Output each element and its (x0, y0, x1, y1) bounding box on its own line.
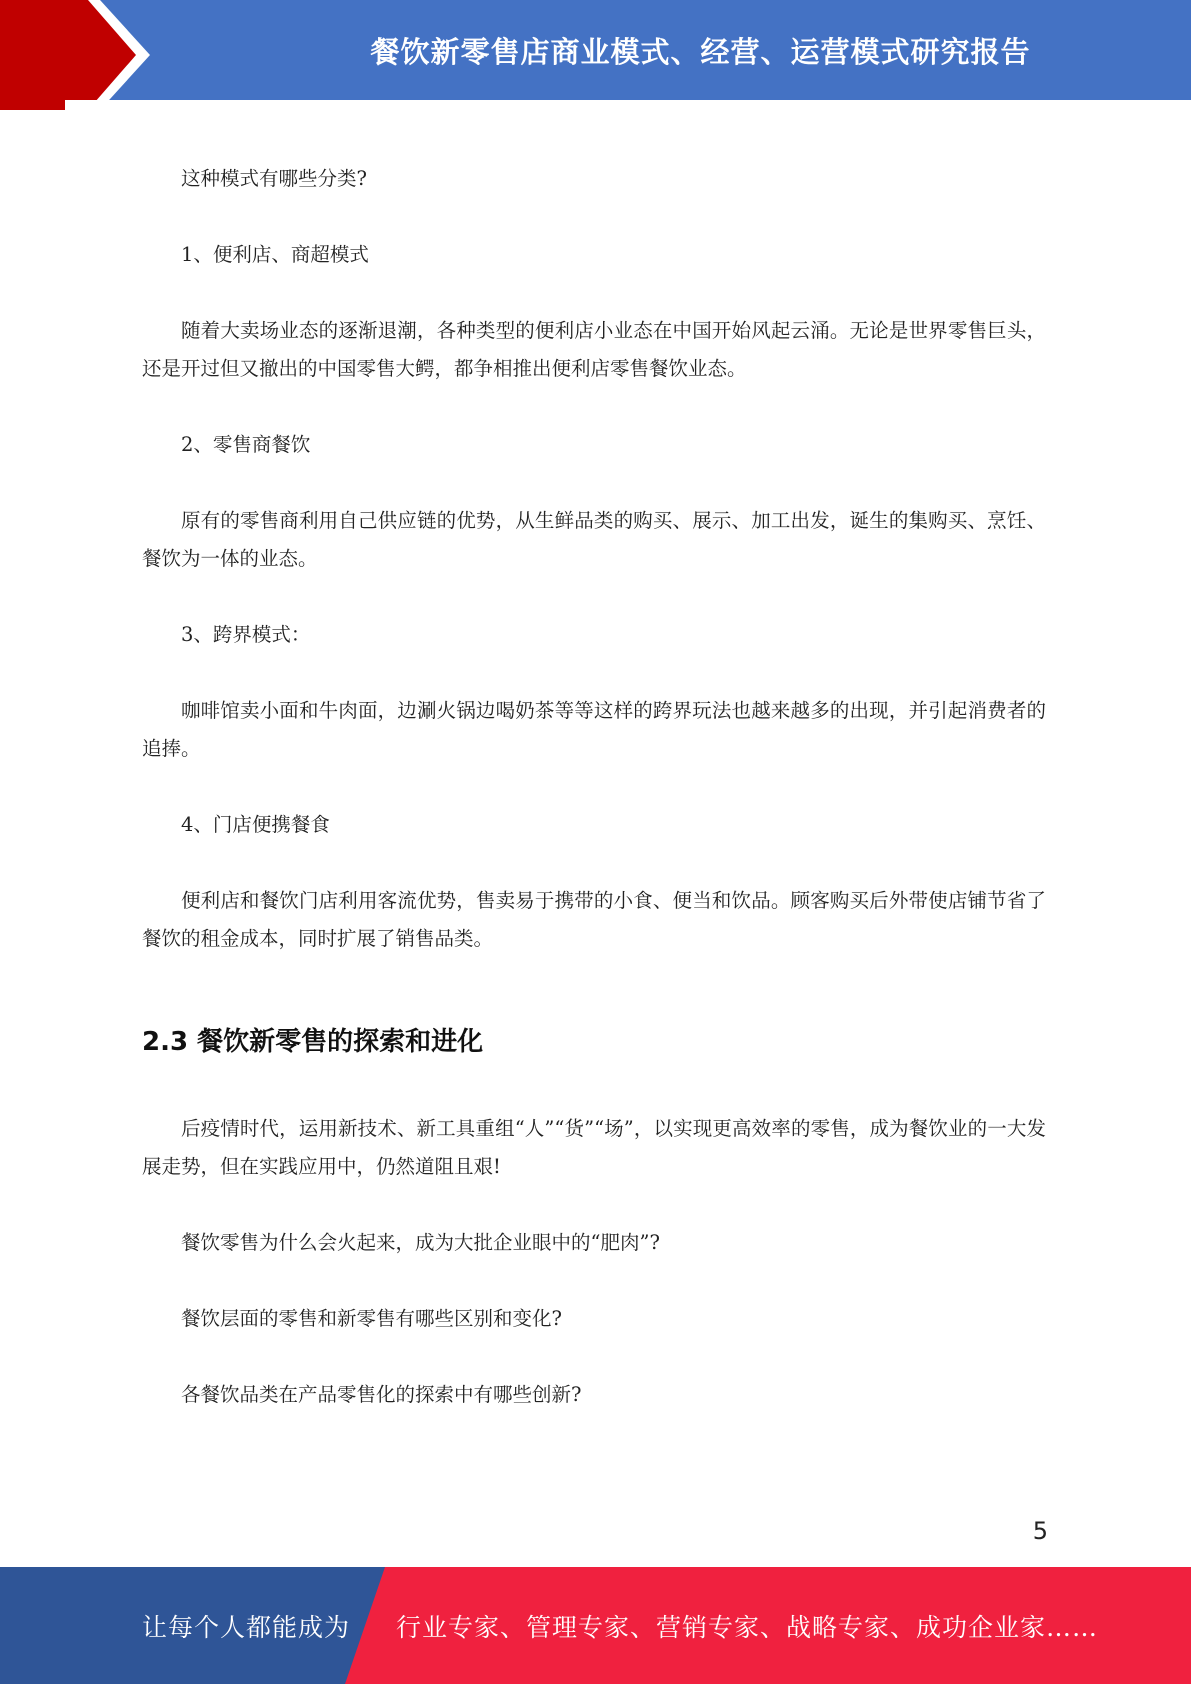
list-item-heading: 1、便利店、商超模式 (181, 243, 369, 266)
document-body (142, 160, 1046, 1452)
body-paragraph: 便利店和餐饮门店利用客流优势，售卖易于携带的小食、便当和饮品。顾客购买后外带使店铺节省了餐饮的租金成本，同时扩展了销售品类。 (142, 889, 1046, 950)
header-bottom-gap (0, 100, 1191, 110)
question-paragraph: 各餐饮品类在产品零售化的探索中有哪些创新? (181, 1383, 582, 1406)
body-paragraph: 原有的零售商利用自己供应链的优势，从生鲜品类的购买、展示、加工出发，诞生的集购买、烹饪、餐饮为一体的业态。 (142, 509, 1046, 570)
document-title: 餐饮新零售店商业模式、经营、运营模式研究报告 (370, 34, 1031, 69)
body-paragraph: 咖啡馆卖小面和牛肉面，边涮火锅边喝奶茶等等这样的跨界玩法也越来越多的出现，并引起消费者的追捧。 (142, 699, 1046, 760)
question-paragraph: 餐饮层面的零售和新零售有哪些区别和变化? (181, 1307, 562, 1330)
header-red-strip (0, 100, 65, 110)
footer-slogan-right: 行业专家、管理专家、营销专家、战略专家、成功企业家…… (396, 1612, 1099, 1642)
question-paragraph: 餐饮零售为什么会火起来，成为大批企业眼中的“肥肉”? (181, 1231, 660, 1254)
list-item-heading: 2、零售商餐饮 (181, 433, 311, 456)
body-paragraph: 随着大卖场业态的逐渐退潮，各种类型的便利店小业态在中国开始风起云涌。无论是世界零售巨头，还是开过但又撤出的中国零售大鳄，都争相推出便利店零售餐饮业态。 (142, 319, 1046, 380)
body-paragraph: 后疫情时代，运用新技术、新工具重组“人”“货”“场”，以实现更高效率的零售，成为餐饮业的一大发展走势，但在实践应用中，仍然道阻且艰! (142, 1117, 1046, 1178)
list-item-heading: 4、门店便携餐食 (181, 813, 330, 836)
page-footer (0, 1567, 1191, 1684)
section-heading: 2.3 餐饮新零售的探索和进化 (142, 1027, 484, 1057)
page-number: 5 (1032, 1517, 1048, 1545)
footer-slogan-left: 让每个人都能成为 (142, 1612, 351, 1642)
list-item-heading: 3、跨界模式： (181, 623, 311, 646)
body-paragraph: 这种模式有哪些分类? (181, 167, 367, 190)
page-header (0, 0, 1191, 110)
